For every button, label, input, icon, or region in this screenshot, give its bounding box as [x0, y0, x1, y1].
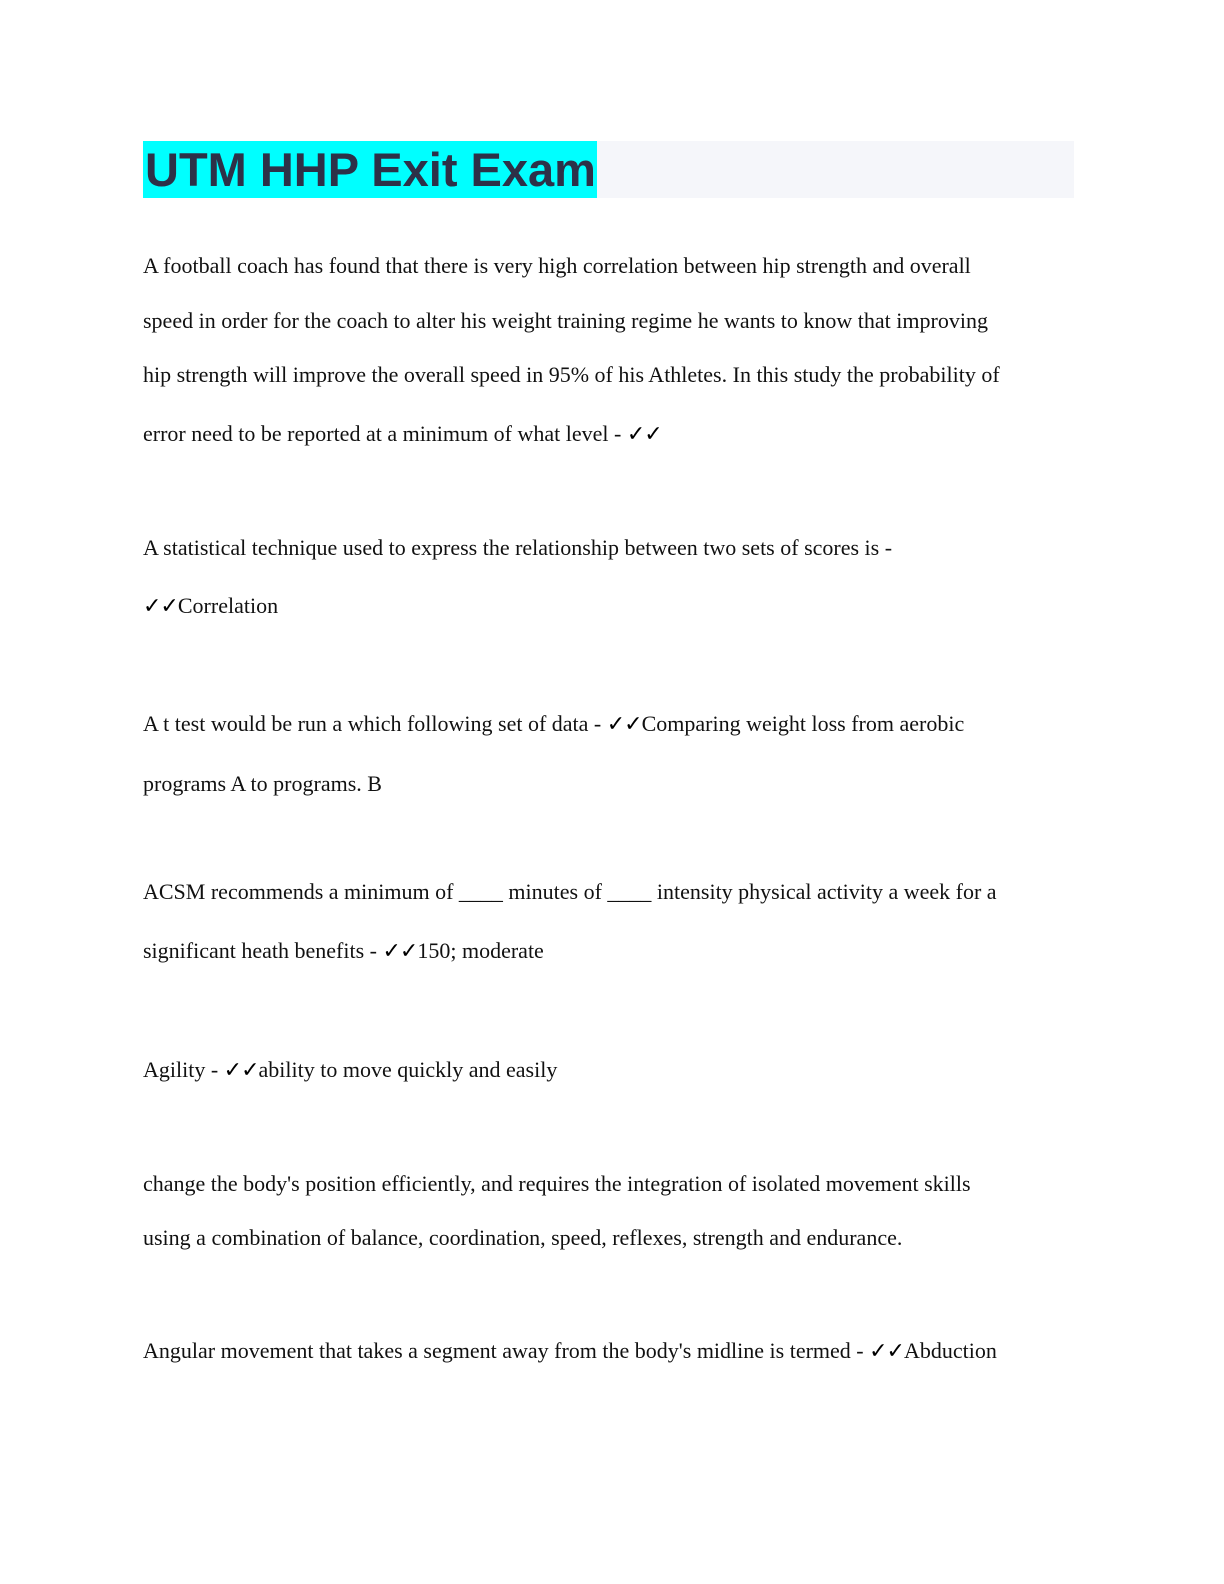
paragraph-line-2	[143, 1225, 902, 1251]
q2-answer: Correlation	[177, 593, 279, 618]
check-icon: ✓✓	[223, 1058, 259, 1083]
q4-answer: 150; moderate	[417, 938, 544, 963]
q4-line-2	[143, 938, 544, 965]
q3-answer-1: Comparing weight loss from aerobic	[641, 711, 965, 736]
q6-answer: Abduction	[903, 1338, 997, 1363]
q2-text-1: A statistical technique used to express the relationship between two sets of scores is -	[143, 535, 893, 560]
check-icon: ✓✓	[626, 422, 662, 447]
q3-answer-2: programs A to programs. B	[143, 771, 382, 796]
q4-line-1	[143, 879, 997, 905]
q1-line-3	[143, 362, 1000, 388]
paragraph-line-1	[143, 1171, 971, 1197]
check-icon: ✓✓	[869, 1339, 904, 1364]
title-band	[143, 141, 1074, 198]
check-icon: ✓✓	[382, 939, 418, 964]
q2-line-1	[143, 535, 892, 561]
q6-text-1: Angular movement that takes a segment away from the body's midline is termed -	[143, 1338, 870, 1363]
q5-line-1	[143, 1057, 557, 1084]
check-icon: ✓✓	[606, 712, 642, 737]
q1-line-4	[143, 421, 662, 448]
paragraph-text-1: change the body's position efficiently, and requires the integration of isolated movement skills	[143, 1171, 971, 1196]
q1-text-3: hip strength will improve the overall speed in 95% of his Athletes. In this study the probability of	[143, 362, 1000, 387]
q3-line-1	[143, 711, 964, 738]
q1-text-4: error need to be reported at a minimum of what level -	[143, 421, 627, 446]
q1-text-2: speed in order for the coach to alter his weight training regime he wants to know that improving	[143, 308, 988, 333]
document-title: UTM HHP Exit Exam	[145, 143, 596, 196]
paragraph-text-2: using a combination of balance, coordination, speed, reflexes, strength and endurance.	[143, 1225, 903, 1250]
q2-line-2	[143, 593, 278, 620]
q3-line-2	[143, 771, 382, 797]
q4-text-1: ACSM recommends a minimum of ____ minutes of ____ intensity physical activity a week for a	[143, 879, 997, 904]
q4-text-2: significant heath benefits -	[143, 938, 383, 963]
q1-line-1	[143, 253, 971, 279]
check-icon: ✓✓	[143, 594, 178, 619]
q1-text-1: A football coach has found that there is very high correlation between hip strength and overall	[143, 253, 971, 278]
q5-answer: ability to move quickly and easily	[258, 1057, 558, 1082]
q5-text-1: Agility -	[143, 1057, 224, 1082]
q1-line-2	[143, 308, 988, 334]
q3-text-1: A t test would be run a which following set of data -	[143, 711, 607, 736]
q6-line-1	[143, 1338, 997, 1365]
